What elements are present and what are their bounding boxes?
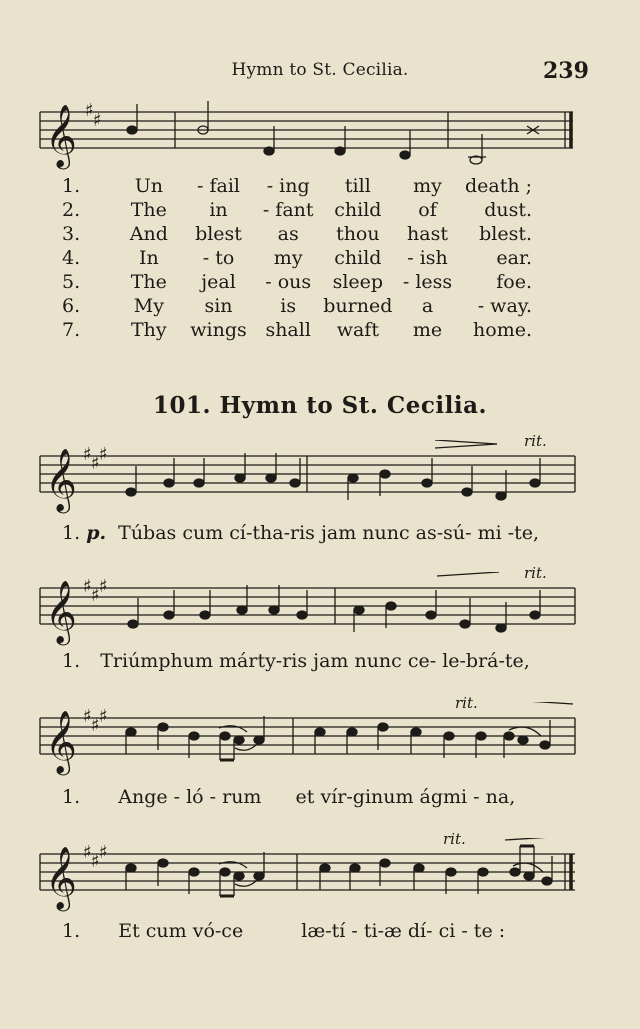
verse-syllable: my — [273, 247, 303, 269]
svg-text:𝄞: 𝄞 — [45, 104, 77, 167]
verse-line — [62, 222, 532, 246]
hymn-heading — [0, 392, 640, 419]
lyric-text-b: læ-tí - ti-æ dí- ci - te : — [301, 920, 506, 942]
tempo-marking: rit. — [524, 564, 547, 582]
tempo-marking: rit. — [455, 694, 478, 712]
svg-text:♯: ♯ — [99, 576, 108, 597]
lyric-line-1 — [62, 522, 539, 544]
verse-syllable: sin — [204, 295, 233, 317]
svg-text:♯: ♯ — [83, 842, 92, 863]
dynamic-marking: p. — [86, 522, 107, 544]
verse-syllable: as — [277, 223, 299, 245]
lyric-text-b: et vír-ginum ágmi - na, — [295, 786, 516, 808]
svg-text:𝄞: 𝄞 — [45, 448, 77, 511]
verse-syllable: The — [130, 271, 167, 293]
lyric-verse-number: 1. — [62, 786, 81, 808]
verse-syllable: - to — [202, 247, 235, 269]
verse-syllable: And — [129, 223, 168, 245]
verse-syllable: foe. — [496, 271, 533, 293]
svg-text:𝄞: 𝄞 — [45, 846, 77, 909]
verse-syllable: Thy — [131, 319, 167, 341]
verse-syllable: blest. — [479, 223, 533, 245]
verse-syllable: - ish — [407, 247, 448, 269]
staff-system-4 — [35, 838, 585, 918]
verse-number: 7. — [62, 319, 81, 341]
verse-syllable: waft — [336, 319, 379, 341]
lyric-verse-number: 1. — [62, 920, 81, 942]
verse-syllable: burned — [323, 295, 393, 317]
svg-text:♯: ♯ — [99, 706, 108, 727]
lyric-text-a: Et cum vó-ce — [118, 920, 244, 942]
lyric-verse-number: 1. — [62, 650, 81, 672]
verse-number: 2. — [62, 199, 81, 221]
staff-system-1 — [35, 440, 585, 515]
svg-text:♯: ♯ — [93, 110, 102, 131]
svg-text:𝄞: 𝄞 — [45, 580, 77, 643]
verse-syllable: wings — [190, 319, 247, 341]
verse-syllable: My — [133, 295, 164, 317]
hymn-number: 101. — [153, 392, 212, 419]
verse-syllable: till — [344, 175, 371, 197]
verse-number: 4. — [62, 247, 81, 269]
verse-number: 5. — [62, 271, 81, 293]
verse-syllable: The — [130, 199, 167, 221]
verse-line — [62, 174, 532, 198]
verse-syllable: - fail — [197, 175, 240, 197]
hymn-title: Hymn to St. Cecilia. — [219, 392, 487, 419]
verse-syllable: - ing — [266, 175, 310, 197]
verse-syllable: sleep — [332, 271, 384, 293]
svg-text:♯: ♯ — [83, 576, 92, 597]
verse-syllable: me — [412, 319, 443, 341]
verse-syllable: home. — [473, 319, 533, 341]
verse-syllable: jeal — [201, 271, 236, 293]
verse-syllable: child — [334, 199, 382, 221]
verse-line — [62, 198, 532, 222]
lyric-verse-number: 1. — [62, 522, 81, 544]
running-title: Hymn to St. Cecilia. — [231, 60, 409, 80]
verse-syllable: shall — [265, 319, 311, 341]
verse-syllable: of — [418, 199, 437, 221]
staff-previous-hymn — [35, 96, 585, 171]
svg-text:♯: ♯ — [91, 453, 100, 474]
verse-syllable: - way. — [477, 295, 533, 317]
svg-text:♯: ♯ — [91, 715, 100, 736]
lyric-line-3 — [62, 786, 515, 808]
verse-syllable: is — [280, 295, 297, 317]
verse-syllable: - less — [402, 271, 453, 293]
verse-syllable: child — [334, 247, 382, 269]
verse-syllable: my — [413, 175, 442, 197]
staff-system-3 — [35, 702, 585, 782]
lyric-text: Túbas cum cí-tha-ris jam nunc as-sú- mi -te, — [118, 522, 540, 544]
lyric-line-2 — [62, 650, 530, 672]
verse-syllable: in — [209, 199, 228, 221]
verse-syllable: dust. — [484, 199, 533, 221]
verse-syllable: a — [421, 295, 434, 317]
lyric-text: Triúmphum márty-ris jam nunc ce- le-brá-te, — [100, 650, 530, 672]
verse-syllable: Un — [134, 175, 163, 197]
verse-line — [62, 246, 532, 270]
verse-syllable: thou — [336, 223, 380, 245]
page-number: 239 — [543, 58, 589, 84]
verse-number: 3. — [62, 223, 81, 245]
tempo-marking: rit. — [443, 830, 466, 848]
verse-number: 6. — [62, 295, 81, 317]
verse-line — [62, 294, 532, 318]
tempo-marking: rit. — [524, 432, 547, 450]
svg-text:𝄞: 𝄞 — [45, 710, 77, 773]
verse-syllable: In — [138, 247, 159, 269]
verse-syllable: death ; — [464, 175, 533, 197]
verse-syllable: ear. — [496, 247, 533, 269]
staff-system-2 — [35, 572, 585, 647]
svg-text:♯: ♯ — [85, 100, 94, 121]
svg-text:♯: ♯ — [83, 706, 92, 727]
verse-syllable: blest — [195, 223, 242, 245]
verse-syllable: - fant — [262, 199, 314, 221]
svg-text:♯: ♯ — [99, 444, 108, 465]
verses-block — [62, 174, 532, 342]
verse-number: 1. — [62, 175, 81, 197]
svg-text:♯: ♯ — [99, 842, 108, 863]
svg-text:♯: ♯ — [91, 585, 100, 606]
lyric-line-4 — [62, 920, 505, 942]
lyric-text-a: Ange - ló - rum — [118, 786, 262, 808]
svg-text:♯: ♯ — [83, 444, 92, 465]
verse-syllable: hast — [407, 223, 448, 245]
svg-text:♯: ♯ — [91, 851, 100, 872]
verse-line — [62, 318, 532, 342]
verse-line — [62, 270, 532, 294]
verse-syllable: - ous — [265, 271, 312, 293]
